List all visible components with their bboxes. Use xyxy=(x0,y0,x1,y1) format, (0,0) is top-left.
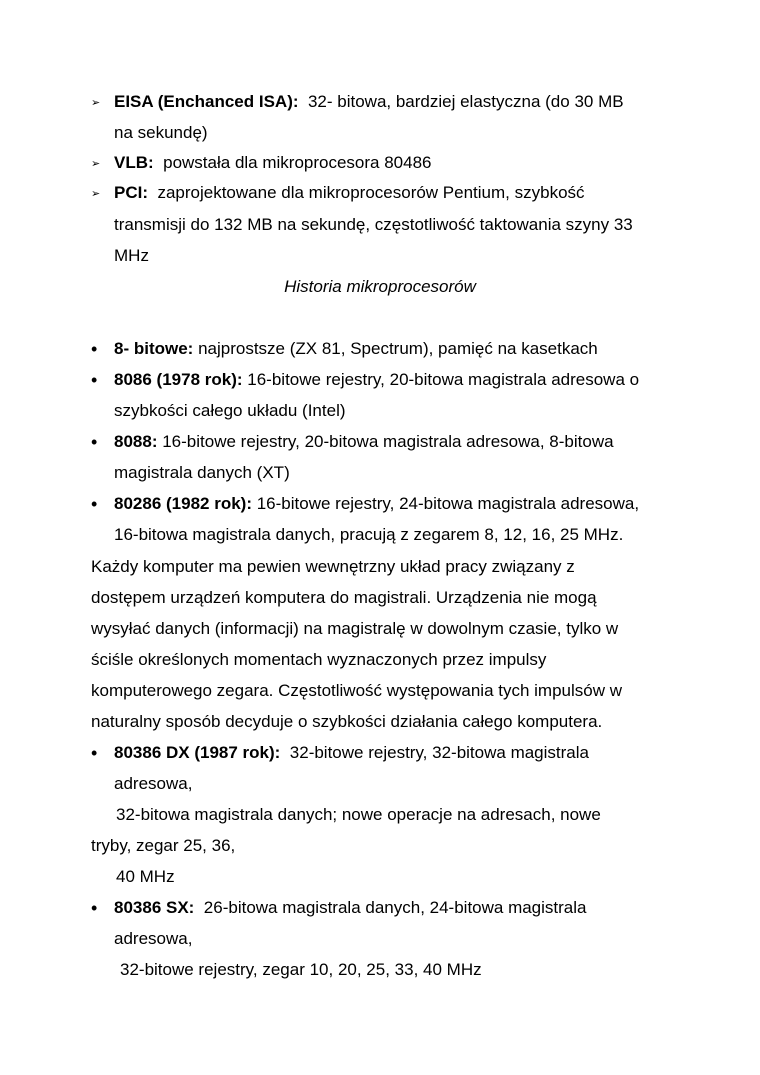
item-text-continued: adresowa, xyxy=(114,929,193,948)
item-label: 80386 SX: xyxy=(114,898,195,917)
item-text-continued: adresowa, xyxy=(114,774,193,793)
paragraph-line: wysyłać danych (informacji) na magistralę w dowolnym czasie, tylko w xyxy=(91,619,619,638)
item-text: 16-bitowe rejestry, 20-bitowa magistrala adresowa o xyxy=(247,370,640,389)
item-label: PCI: xyxy=(114,183,148,202)
item-text: 16-bitowe rejestry, 20-bitowa magistrala adresowa, 8-bitowa xyxy=(162,432,614,451)
item-label: 8086 (1978 rok): xyxy=(114,370,243,389)
list-item-80386dx xyxy=(114,743,589,763)
item-text-continued: transmisji do 132 MB na sekundę, częstotliwość taktowania szyny 33 xyxy=(114,215,633,234)
item-text-continued: MHz xyxy=(114,246,149,265)
list-item-80386sx xyxy=(114,898,587,918)
item-text: najprostsze (ZX 81, Spectrum), pamięć na kasetkach xyxy=(198,339,598,358)
item-text: 16-bitowe rejestry, 24-bitowa magistrala adresowa, xyxy=(256,494,640,513)
list-item-8086 xyxy=(114,370,639,390)
arrow-bullet-icon: ➢ xyxy=(91,158,101,170)
section-title: Historia mikroprocesorów xyxy=(284,277,476,296)
bullet-icon: • xyxy=(91,494,98,514)
item-text-continued: na sekundę) xyxy=(114,123,208,142)
paragraph-line: komputerowego zegara. Częstotliwość występowania tych impulsów w xyxy=(91,681,623,700)
item-label: 80286 (1982 rok): xyxy=(114,494,252,513)
item-text-continued: 40 MHz xyxy=(116,867,175,886)
list-item-80286 xyxy=(114,494,639,514)
item-text: 32-bitowe rejestry, 32-bitowa magistrala xyxy=(289,743,589,762)
bullet-icon: • xyxy=(91,339,98,359)
paragraph-line: dostępem urządzeń komputera do magistrali. Urządzenia nie mogą xyxy=(91,588,597,607)
list-item-8088 xyxy=(114,432,614,452)
list-item-eisa xyxy=(114,92,624,112)
item-label: 80386 DX (1987 rok): xyxy=(114,743,281,762)
item-label: EISA (Enchanced ISA): xyxy=(114,92,299,111)
paragraph-line: Każdy komputer ma pewien wewnętrzny układ pracy związany z xyxy=(91,557,575,576)
list-item-8bit xyxy=(114,339,598,359)
item-text-continued: szybkości całego układu (Intel) xyxy=(114,401,346,420)
arrow-bullet-icon: ➢ xyxy=(91,188,101,200)
item-text-continued: magistrala danych (XT) xyxy=(114,463,290,482)
list-item-pci xyxy=(114,183,585,203)
arrow-bullet-icon: ➢ xyxy=(91,97,101,109)
item-text-continued: 32-bitowa magistrala danych; nowe operacje na adresach, nowe xyxy=(116,805,601,824)
item-text: 32- bitowa, bardziej elastyczna (do 30 MB xyxy=(307,92,624,111)
bullet-icon: • xyxy=(91,898,98,918)
item-text: powstała dla mikroprocesora 80486 xyxy=(163,153,432,172)
paragraph-line: ściśle określonych momentach wyznaczonych przez impulsy xyxy=(91,650,547,669)
item-text: 26-bitowa magistrala danych, 24-bitowa magistrala xyxy=(203,898,587,917)
item-text-continued: 16-bitowa magistrala danych, pracują z zegarem 8, 12, 16, 25 MHz. xyxy=(114,525,624,544)
bullet-icon: • xyxy=(91,432,98,452)
item-label: 8088: xyxy=(114,432,158,451)
list-item-vlb xyxy=(114,153,432,173)
bullet-icon: • xyxy=(91,743,98,763)
item-text-continued: tryby, zegar 25, 36, xyxy=(91,836,236,855)
item-label: 8- bitowe: xyxy=(114,339,194,358)
item-text: zaprojektowane dla mikroprocesorów Pentium, szybkość xyxy=(157,183,585,202)
item-label: VLB: xyxy=(114,153,154,172)
bullet-icon: • xyxy=(91,370,98,390)
item-text-continued: 32-bitowe rejestry, zegar 10, 20, 25, 33, 40 MHz xyxy=(120,960,482,979)
paragraph-line: naturalny sposób decyduje o szybkości działania całego komputera. xyxy=(91,712,603,731)
